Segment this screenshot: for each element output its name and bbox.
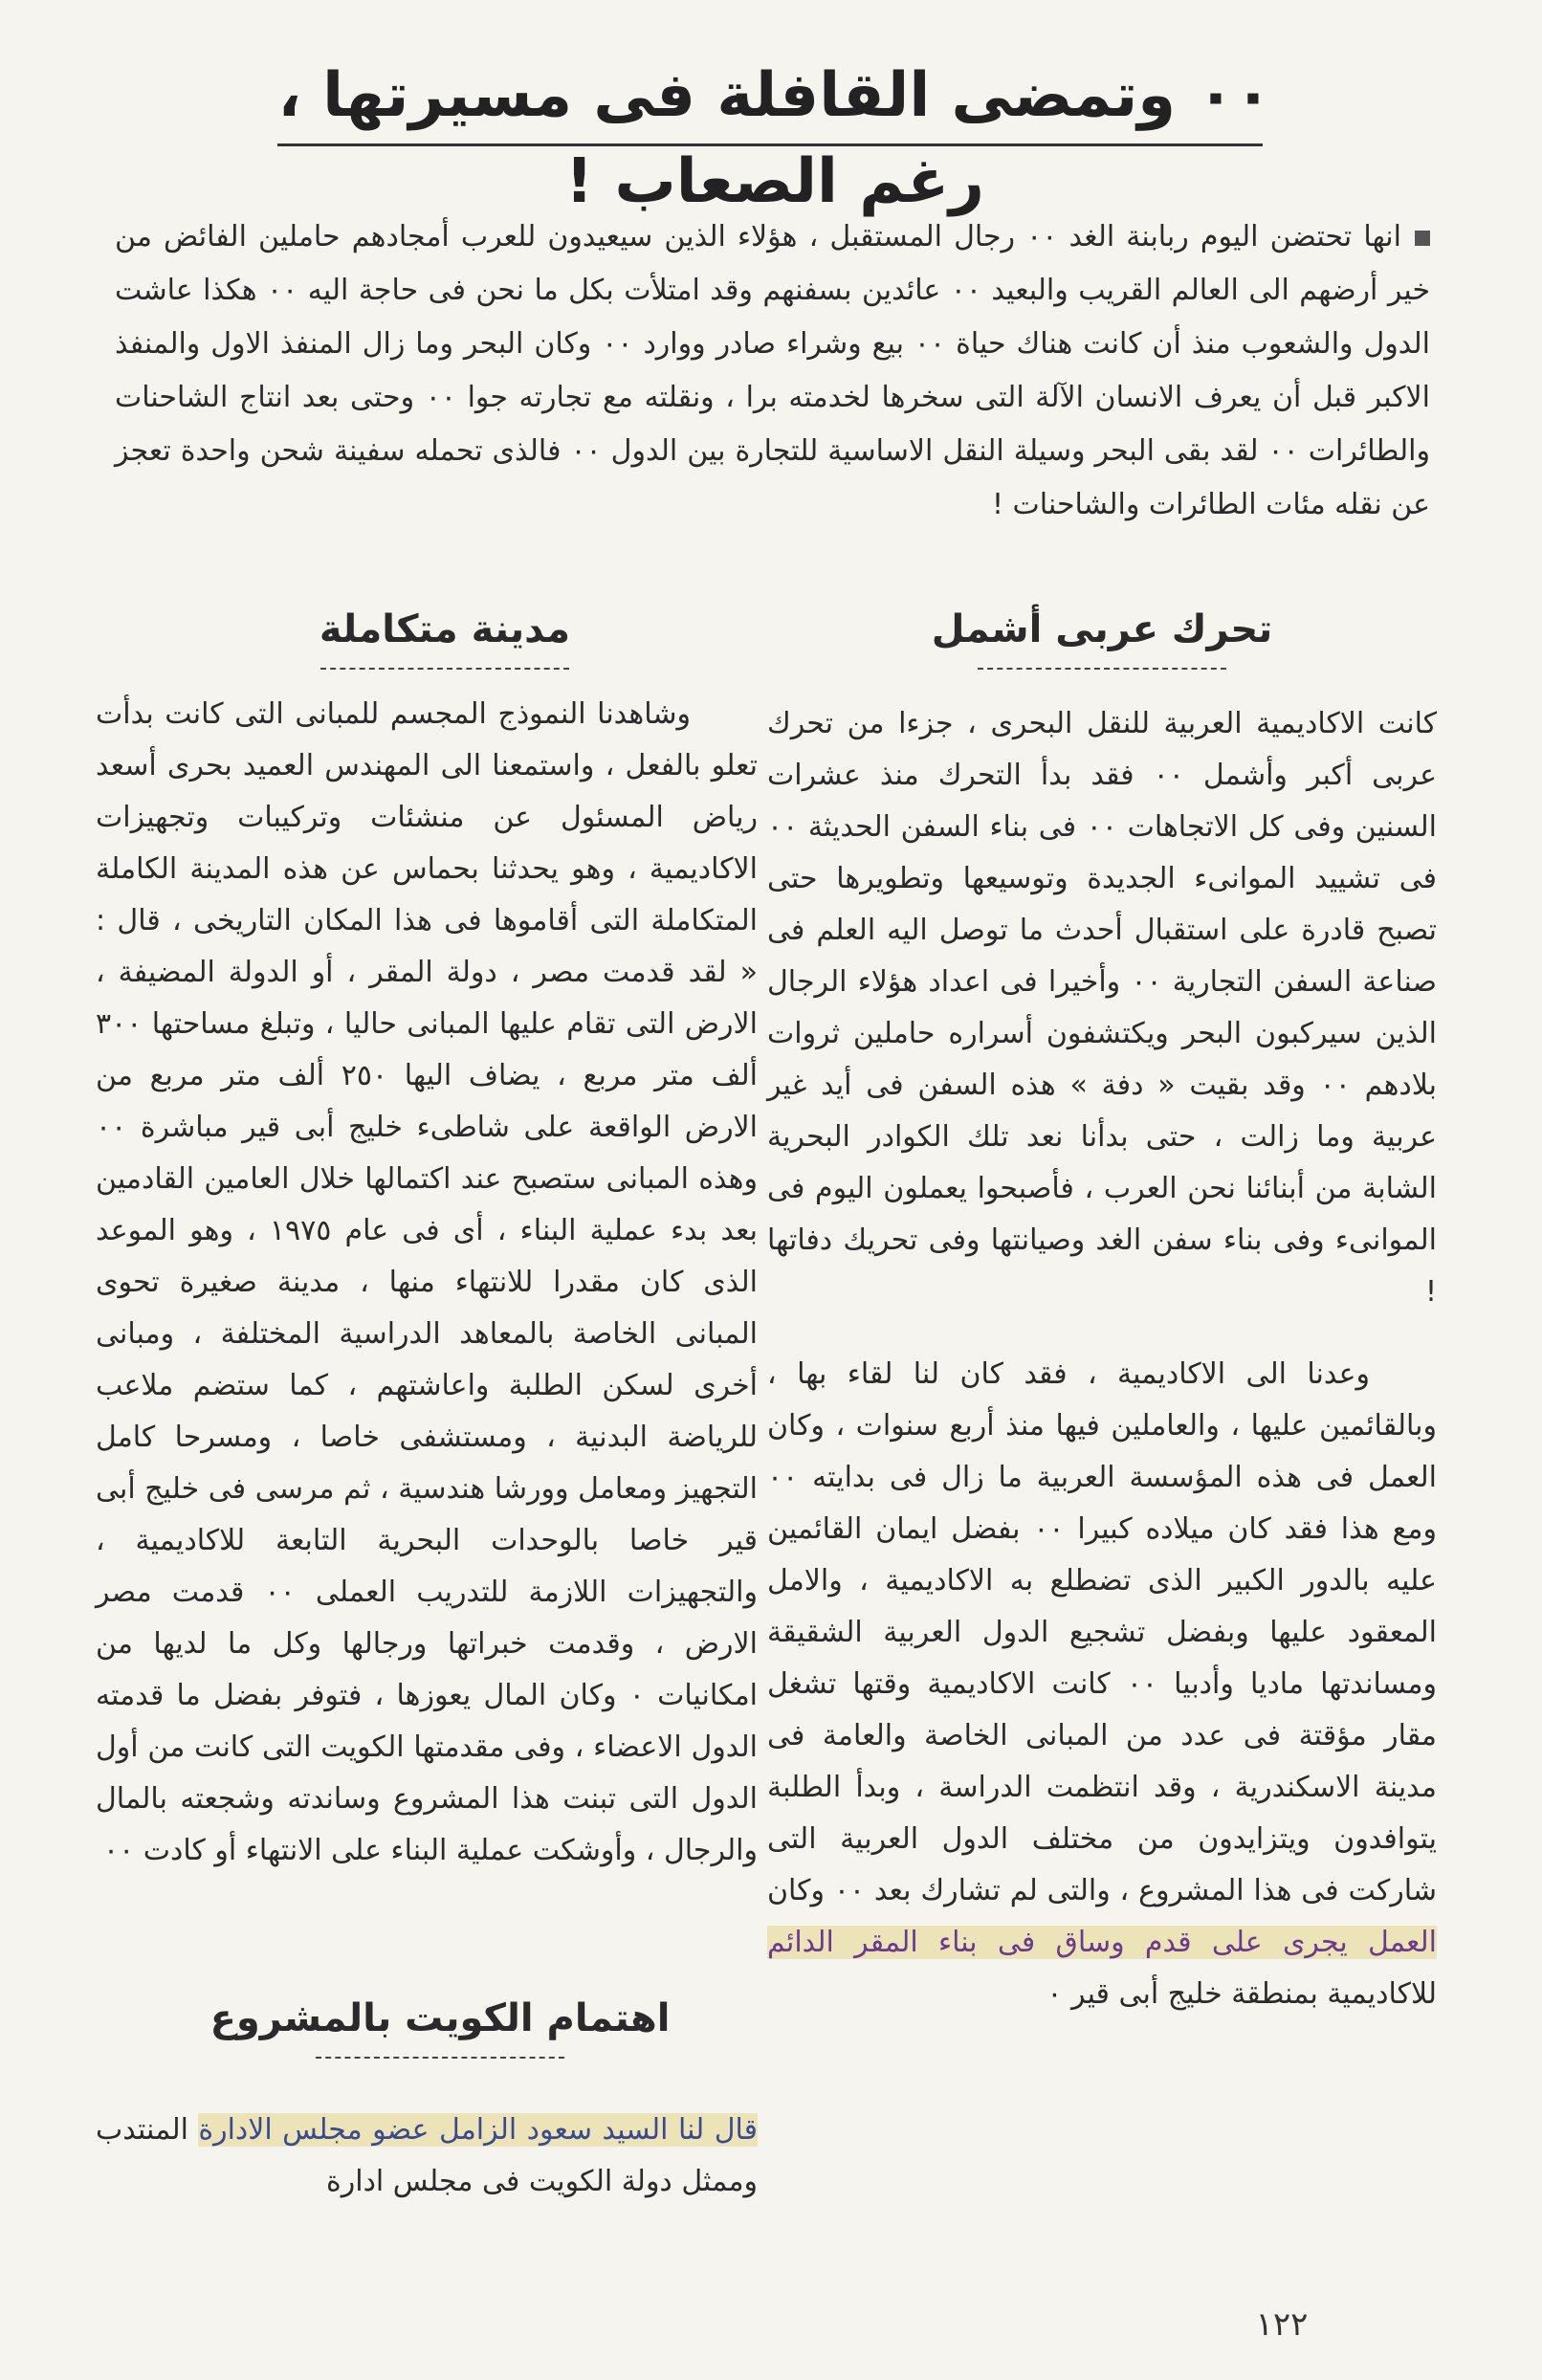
kuwait-highlight: قال لنا السيد سعود الزامل عضو مجلس الادارة xyxy=(198,2113,758,2147)
right-section-heading xyxy=(777,601,1427,672)
square-bullet-icon xyxy=(1415,231,1430,246)
right-paragraph-2-text: وعدنا الى الاكاديمية ، فقد كان لنا لقاء بها ، وبالقائمين عليها ، والعاملين فيها منذ أربع سنوات ، وكان العمل فى هذه المؤسسة العربية ما زال فى بدايته ٠٠ ومع هذا فقد كان ميلاده كبيرا ٠٠ بفضل ايمان القائمين عليه بالدور الكبير الذى تضطلع به الاكاديمية ، والامل المعقود عليها وبفضل تشجيع الدول العربية الشقيقة ومساندتها ماديا وأدبيا ٠٠ كانت الاكاديمية وقتها تشغل مقار مؤقتة فى عدد من المبانى الخاصة والعامة فى مدينة الاسكندرية ، وقد انتظمت الدراسة ، وبدأ الطلبة يتوافدون ويتزايدون من مختلف الدول العربية التى شاركت فى هذا المشروع ، والتى لم تشارك بعد ٠٠ وكان xyxy=(767,1357,1437,1907)
highlighted-phrase: العمل يجرى على قدم وساق فى بناء المقر الدائم xyxy=(767,1926,1437,1959)
left-paragraph: وشاهدنا النموذج المجسم للمبانى التى كانت بدأت تعلو بالفعل ، واستمعنا الى المهندس العميد بحرى أسعد رياض المسئول عن منشئات وتركيبات وتجهيزات الاكاديمية ، وهو يحدثنا بحماس عن هذه المدينة الكاملة المتكاملة التى أقاموها فى هذا المكان التاريخى ، قال : « لقد قدمت مصر ، دولة المقر ، أو الدولة المضيفة ، الارض التى تقام عليها المبانى حاليا ، وتبلغ مساحتها ٣٠٠ ألف متر مربع ، يضاف اليها ٢٥٠ ألف متر مربع من الارض الواقعة على شاطىء خليج أبى قير مباشرة ٠٠ وهذه المبانى ستصبح عند اكتمالها خلال العامين القادمين بعد بدء عملية البناء ، أى فى عام ١٩٧٥ ، وهو الموعد الذى كان مقدرا للانتهاء منها ، مدينة صغيرة تحوى المبانى الخاصة بالمعاهد الدراسية المختلفة ، ومبانى أخرى لسكن الطلبة واعاشتهم ، كما ستضم ملاعب للرياضة البدنية ، ومستشفى خاصا ، ومسرحا كامل التجهيز ومعامل وورشا هندسية ، ثم مرسى فى خليج أبى قير خاصا بالوحدات البحرية التابعة للاكاديمية ، والتجهيزات اللازمة للتدريب العملى ٠٠ قدمت مصر الارض ، وقدمت خبراتها ورجالها وكل ما لديها من امكانيات ٠ وكان المال يعوزها ، فتوفر بفضل ما قدمته الدول الاعضاء ، وفى مقدمتها الكويت التى كانت من أول الدول التى تبنت هذا المشروع وساندته وشجعته بالمال والرجال ، وأوشكت عملية البناء على الانتهاء أو كادت ٠٠ xyxy=(96,697,759,1867)
page-title: ٠٠ وتمضى القافلة فى مسيرتها ، رغم الصعاب ! xyxy=(277,60,1272,217)
kuwait-text-rest: المنتدب وممثل دولة الكويت فى مجلس ادارة xyxy=(96,2113,758,2198)
heading-arab-movement: تحرك عربى أشمل xyxy=(777,601,1427,672)
left-column xyxy=(96,689,758,1877)
right-paragraph-1: كانت الاكاديمية العربية للنقل البحرى ، جزءا من تحرك عربى أكبر وأشمل ٠٠ فقد بدأ التحرك منذ عشرات السنين وفى كل الاتجاهات ٠٠ فى بناء السفن الحديثة ٠٠ فى تشييد الموانىء الجديدة وتوسيعها وتطويرها حتى تصبح قادرة على استقبال أحدث ما توصل اليه العلم فى صناعة السفن التجارية ٠٠ وأخيرا فى اعداد هؤلاء الرجال الذين سيركبون البحر ويكتشفون أسراره حاملين ثروات بلادهم ٠٠ وقد بقيت « دفة » هذه السفن فى أيد غير عربية وما زالت ، حتى بدأنا نعد تلك الكوادر البحرية الشابة من أبنائنا نحن العرب ، فأصبحوا يعملون اليوم فى الموانىء وفى بناء سفن الغد وصيانتها وفى تحريك دفاتها ! xyxy=(767,707,1437,1309)
right-paragraph-2 xyxy=(767,1349,1437,2020)
title-underline xyxy=(277,143,1263,146)
kuwait-section-heading xyxy=(191,1990,689,2060)
right-paragraph-2-end: للاكاديمية بمنطقة خليج أبى قير ٠ xyxy=(1046,1977,1437,2011)
heading-integrated-city: مدينة متكاملة xyxy=(225,601,665,672)
intro-paragraph xyxy=(115,210,1430,532)
page-number: ١٢٢ xyxy=(1255,2305,1309,2344)
kuwait-paragraph xyxy=(96,2105,758,2208)
left-section-heading xyxy=(225,601,665,672)
intro-text: انها تحتضن اليوم ربابنة الغد ٠٠ رجال المستقبل ، هؤلاء الذين سيعيدون للعرب أمجادهم حاملين الفائض من خير أرضهم الى العالم القريب والبعيد ٠٠ عائدين بسفنهم وقد امتلأت بكل ما نحن فى حاجة اليه ٠٠ هكذا عاشت الدول والشعوب منذ أن كانت هناك حياة ٠٠ بيع وشراء صادر ووارد ٠٠ وكان البحر وما زال المنفذ الاول والمنفذ الاكبر قبل أن يعرف الانسان الآلة التى سخرها لخدمته برا ، ونقلته مع تجارته جوا ٠٠ وحتى بعد انتاج الشاحنات والطائرات ٠٠ لقد بقى البحر وسيلة النقل الاساسية للتجارة بين الدول ٠٠ فالذى تحمله سفينة شحن واحدة تعجز عن نقله مئات الطائرات والشاحنات ! xyxy=(115,220,1430,521)
heading-kuwait-interest: اهتمام الكويت بالمشروع xyxy=(191,1990,689,2060)
right-column xyxy=(767,698,1437,2020)
